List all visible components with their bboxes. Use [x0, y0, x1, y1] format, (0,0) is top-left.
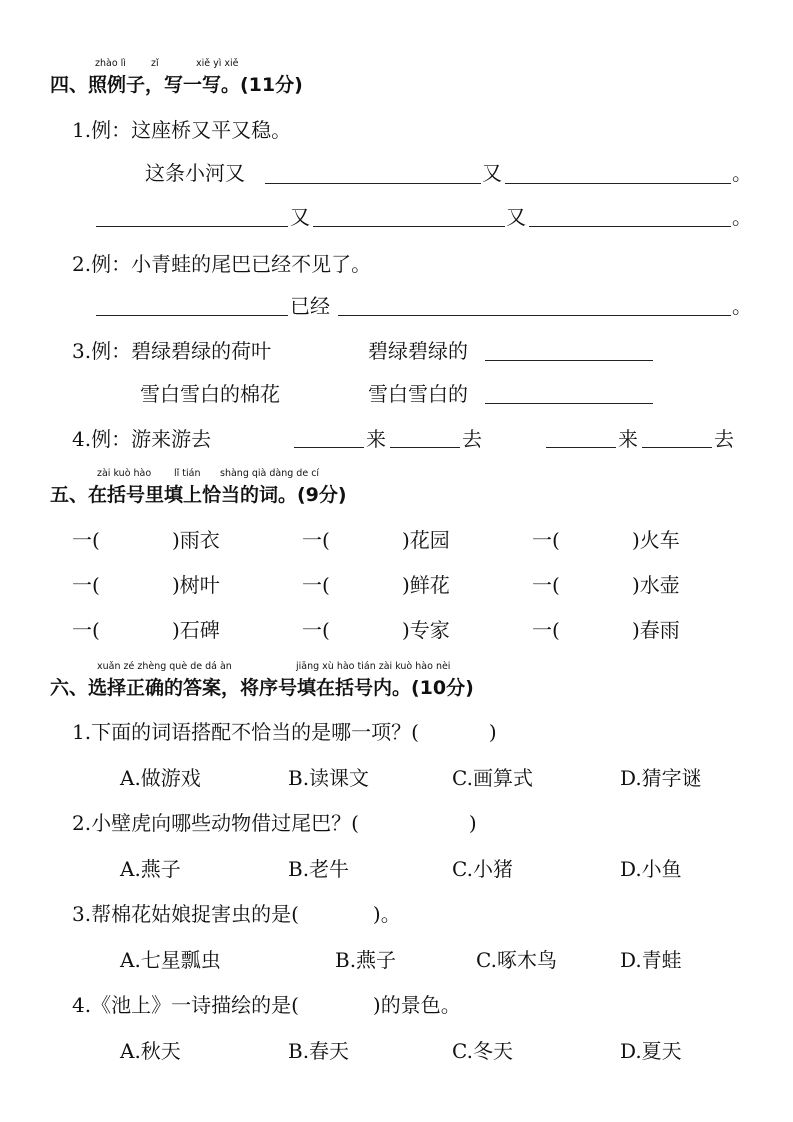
- question-1: [72, 716, 497, 745]
- pinyin-zaikuohao: zài kuò hào: [97, 468, 152, 479]
- q4-3-blank-2[interactable]: [485, 403, 653, 404]
- measure-word-blank[interactable]: [336, 569, 402, 595]
- q4-4-lai-1: 来: [366, 427, 386, 451]
- section-5-title: 五、在括号里填上恰当的词。(9分): [50, 484, 347, 506]
- q4-3-example-2: 雪白雪白的棉花: [140, 382, 280, 406]
- option-b[interactable]: B.老牛: [288, 857, 350, 881]
- q4-1-period-1: 。: [732, 161, 752, 185]
- q4-1-period-2: 。: [732, 205, 752, 229]
- question-text: 2.小壁虎向哪些动物借过尾巴？(: [72, 811, 359, 835]
- question-close: )的景色。: [372, 993, 461, 1017]
- measure-prefix: 一(: [72, 573, 100, 597]
- q4-4-blank-3[interactable]: [546, 447, 616, 448]
- q4-1-blank-5[interactable]: [529, 226, 731, 227]
- answer-blank[interactable]: [299, 992, 373, 1012]
- noun-item: )春雨: [632, 618, 680, 642]
- question-text: 3.帮棉花姑娘捉害虫的是(: [72, 902, 299, 926]
- pinyin-xuanze: xuǎn zé zhèng què de dá àn: [97, 661, 232, 672]
- option-d[interactable]: D.小鱼: [620, 857, 682, 881]
- option-c[interactable]: C.冬天: [452, 1039, 513, 1063]
- measure-word-blank[interactable]: [336, 524, 402, 550]
- answer-blank[interactable]: [419, 719, 489, 739]
- option-d[interactable]: D.青蛙: [620, 948, 682, 972]
- q4-1-you-2: 又: [290, 205, 310, 229]
- q4-4-blank-2[interactable]: [390, 447, 460, 448]
- q4-4-qu-1: 去: [462, 427, 482, 451]
- q4-4-qu-2: 去: [714, 427, 734, 451]
- noun-item: )花园: [402, 528, 450, 552]
- q4-1-you-1: 又: [482, 161, 502, 185]
- question-3: [72, 898, 401, 927]
- q4-3-prompt-1: 碧绿碧绿的: [368, 339, 468, 363]
- option-a[interactable]: A.秋天: [120, 1039, 181, 1063]
- measure-word-blank[interactable]: [336, 614, 402, 640]
- q4-3-blank-1[interactable]: [485, 360, 653, 361]
- section-6-title: 六、选择正确的答案，将序号填在括号内。(10分): [50, 677, 474, 699]
- answer-blank[interactable]: [359, 810, 469, 830]
- q4-1-you-3: 又: [506, 205, 526, 229]
- q4-2-blank-2[interactable]: [338, 315, 731, 316]
- question-close: ): [468, 811, 477, 835]
- option-b[interactable]: B.春天: [288, 1039, 350, 1063]
- option-c[interactable]: C.啄木鸟: [476, 948, 557, 972]
- q4-1-blank-3[interactable]: [96, 226, 288, 227]
- noun-item: )鲜花: [402, 573, 450, 597]
- question-4: [72, 989, 461, 1018]
- q4-2-example: 2.例：小青蛙的尾巴已经不见了。: [72, 252, 372, 276]
- measure-prefix: 一(: [532, 573, 560, 597]
- noun-item: )石碑: [172, 618, 220, 642]
- q4-2-period: 。: [732, 294, 752, 318]
- section-4-title: 四、照例子，写一写。(11分): [50, 74, 303, 96]
- pinyin-zhaoli: zhào lì: [95, 58, 126, 69]
- q4-4-example: 4.例：游来游去: [72, 427, 212, 451]
- measure-word-blank[interactable]: [106, 524, 172, 550]
- question-close: ): [488, 720, 497, 744]
- measure-prefix: 一(: [532, 528, 560, 552]
- measure-word-blank[interactable]: [566, 524, 632, 550]
- pinyin-xieyixie: xiě yì xiě: [196, 58, 239, 69]
- option-a[interactable]: A.做游戏: [120, 766, 201, 790]
- option-a[interactable]: A.七星瓢虫: [120, 948, 221, 972]
- noun-item: )水壶: [632, 573, 680, 597]
- q4-2-yijing: 已经: [290, 294, 330, 318]
- q4-3-prompt-2: 雪白雪白的: [368, 382, 468, 406]
- question-text: 4.《池上》一诗描绘的是(: [72, 993, 299, 1017]
- measure-prefix: 一(: [302, 573, 330, 597]
- noun-item: )火车: [632, 528, 680, 552]
- pinyin-jiangxuhao: jiāng xù hào tián zài kuò hào nèi: [296, 661, 451, 672]
- q4-4-blank-4[interactable]: [642, 447, 712, 448]
- noun-item: )专家: [402, 618, 450, 642]
- option-c[interactable]: C.小猪: [452, 857, 513, 881]
- q4-3-example-1: 3.例：碧绿碧绿的荷叶: [72, 339, 272, 363]
- q4-1-prompt: 这条小河又: [145, 161, 245, 185]
- q4-1-blank-1[interactable]: [265, 183, 481, 184]
- option-d[interactable]: D.夏天: [620, 1039, 682, 1063]
- measure-prefix: 一(: [302, 528, 330, 552]
- measure-prefix: 一(: [72, 528, 100, 552]
- q4-1-blank-4[interactable]: [313, 226, 505, 227]
- option-a[interactable]: A.燕子: [120, 857, 181, 881]
- q4-4-blank-1[interactable]: [294, 447, 364, 448]
- noun-item: )雨衣: [172, 528, 220, 552]
- measure-word-blank[interactable]: [106, 614, 172, 640]
- measure-prefix: 一(: [72, 618, 100, 642]
- option-b[interactable]: B.燕子: [335, 948, 397, 972]
- answer-blank[interactable]: [299, 901, 373, 921]
- measure-word-blank[interactable]: [566, 614, 632, 640]
- measure-word-blank[interactable]: [106, 569, 172, 595]
- measure-prefix: 一(: [532, 618, 560, 642]
- q4-2-blank-1[interactable]: [96, 315, 288, 316]
- pinyin-zi: zǐ: [151, 58, 159, 69]
- question-close: )。: [372, 902, 401, 926]
- pinyin-litian: lǐ tián: [174, 468, 201, 479]
- q4-1-example: 1.例：这座桥又平又稳。: [72, 118, 292, 142]
- question-2: [72, 807, 477, 836]
- measure-prefix: 一(: [302, 618, 330, 642]
- q4-4-lai-2: 来: [618, 427, 638, 451]
- option-c[interactable]: C.画算式: [452, 766, 533, 790]
- option-d[interactable]: D.猜字谜: [620, 766, 702, 790]
- measure-word-blank[interactable]: [566, 569, 632, 595]
- question-text: 1.下面的词语搭配不恰当的是哪一项？(: [72, 720, 419, 744]
- q4-1-blank-2[interactable]: [505, 183, 731, 184]
- pinyin-shangqiadang: shàng qià dàng de cí: [220, 468, 320, 479]
- option-b[interactable]: B.读课文: [288, 766, 370, 790]
- noun-item: )树叶: [172, 573, 220, 597]
